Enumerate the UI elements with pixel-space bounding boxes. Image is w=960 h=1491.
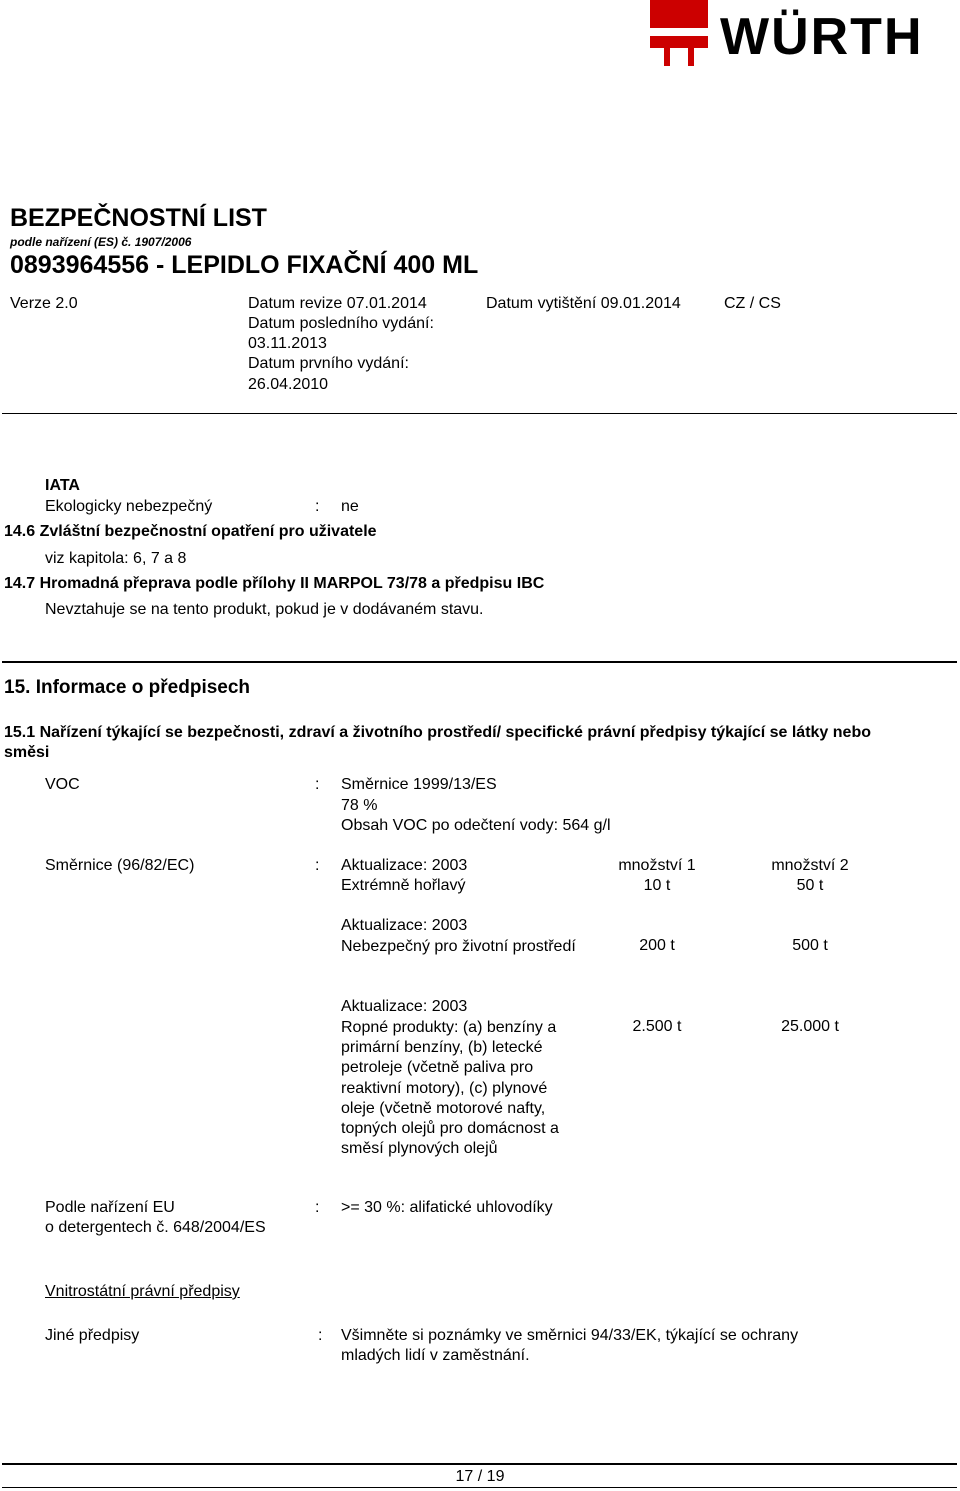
product-title: 0893964556 - LEPIDLO FIXAČNÍ 400 ML xyxy=(10,251,479,279)
page-number: 17 / 19 xyxy=(455,1468,505,1485)
voc-line2: 78 % xyxy=(341,797,378,814)
voc-colon: : xyxy=(315,776,320,793)
document-title: BEZPEČNOSTNÍ LIST xyxy=(10,204,267,232)
seveso-row-q1: 2.500 t xyxy=(632,1018,682,1035)
seveso-row-desc: Nebezpečný pro životní prostředí xyxy=(341,938,576,955)
iata-heading: IATA xyxy=(45,477,80,494)
header-divider xyxy=(2,413,957,414)
detergent-colon: : xyxy=(315,1199,320,1216)
section-14-6-heading: 14.6 Zvláštní bezpečnostní opatření pro uživatele xyxy=(4,523,377,540)
section-divider xyxy=(2,661,957,663)
section-14-6-text: viz kapitola: 6, 7 a 8 xyxy=(45,550,187,567)
voc-label: VOC xyxy=(45,776,80,793)
iata-value: ne xyxy=(341,498,359,515)
quantity-2-header: množství 2 xyxy=(771,857,849,874)
last-issue-label: Datum posledního vydání: xyxy=(248,315,434,332)
iata-label: Ekologicky nebezpečný xyxy=(45,498,213,515)
footer-bottom-line xyxy=(2,1487,957,1488)
iata-colon: : xyxy=(315,498,320,515)
first-issue-label: Datum prvního vydání: xyxy=(248,355,409,372)
version: Verze 2.0 xyxy=(10,295,78,312)
seveso-label: Směrnice (96/82/EC) xyxy=(45,857,195,874)
detergent-value: >= 30 %: alifatické uhlovodíky xyxy=(341,1199,553,1216)
voc-line3: Obsah VOC po odečtení vody: 564 g/l xyxy=(341,817,611,834)
wurth-logo xyxy=(648,0,960,70)
locale: CZ / CS xyxy=(724,295,781,312)
seveso-row-desc: Ropné produkty: (a) benzíny a primární benzíny, (b) letecké petroleje (včetně paliva pro reaktivní motory), (c) plynové oleje (včetně motorové nafty, topných olejů pro domácnost a směsí plynových olejů xyxy=(341,1019,559,1158)
print-date: Datum vytištění 09.01.2014 xyxy=(486,295,681,312)
seveso-row-q2: 50 t xyxy=(796,877,824,894)
revision-date: Datum revize 07.01.2014 xyxy=(248,295,427,312)
first-issue-date: 26.04.2010 xyxy=(248,376,329,393)
seveso-row-update: Aktualizace: 2003 xyxy=(341,917,468,934)
section-15-heading: 15. Informace o předpisech xyxy=(4,677,251,698)
other-regulations-line1: Všimněte si poznámky ve směrnici 94/33/EK, týkající se ochrany xyxy=(341,1327,799,1344)
seveso-row-q1: 200 t xyxy=(639,937,675,954)
other-regulations-label: Jiné předpisy xyxy=(45,1327,140,1344)
seveso-row-q1: 10 t xyxy=(643,877,671,894)
seveso-row-update: Aktualizace: 2003 xyxy=(341,857,468,874)
seveso-colon: : xyxy=(315,857,320,874)
seveso-row-desc: Extrémně hořlavý xyxy=(341,877,466,894)
other-regulations-line2: mladých lidí v zaměstnání. xyxy=(341,1347,530,1364)
footer-divider xyxy=(2,1463,957,1465)
detergent-label-line2: o detergentech č. 648/2004/ES xyxy=(45,1219,266,1236)
svg-text:WÜRTH: WÜRTH xyxy=(720,8,924,66)
last-issue-date: 03.11.2013 xyxy=(248,335,327,352)
seveso-row-update: Aktualizace: 2003 xyxy=(341,998,468,1015)
voc-line1: Směrnice 1999/13/ES xyxy=(341,776,497,793)
section-14-7-heading: 14.7 Hromadná přeprava podle přílohy II MARPOL 73/78 a předpisu IBC xyxy=(4,575,545,592)
seveso-row-q2: 25.000 t xyxy=(781,1018,839,1035)
seveso-row-q2: 500 t xyxy=(792,937,828,954)
document-subtitle: podle nařízení (ES) č. 1907/2006 xyxy=(10,235,192,249)
section-15-1-heading-line2: směsi xyxy=(4,744,50,761)
detergent-label-line1: Podle nařízení EU xyxy=(45,1199,175,1216)
other-regulations-colon: : xyxy=(318,1327,323,1344)
national-regulations-heading: Vnitrostátní právní předpisy xyxy=(45,1283,240,1300)
quantity-1-header: množství 1 xyxy=(618,857,696,874)
section-14-7-text: Nevztahuje se na tento produkt, pokud je v dodávaném stavu. xyxy=(45,601,484,618)
section-15-1-heading-line1: 15.1 Nařízení týkající se bezpečnosti, zdraví a životního prostředí/ specifické právní předpisy týkající se látky nebo xyxy=(4,724,871,741)
